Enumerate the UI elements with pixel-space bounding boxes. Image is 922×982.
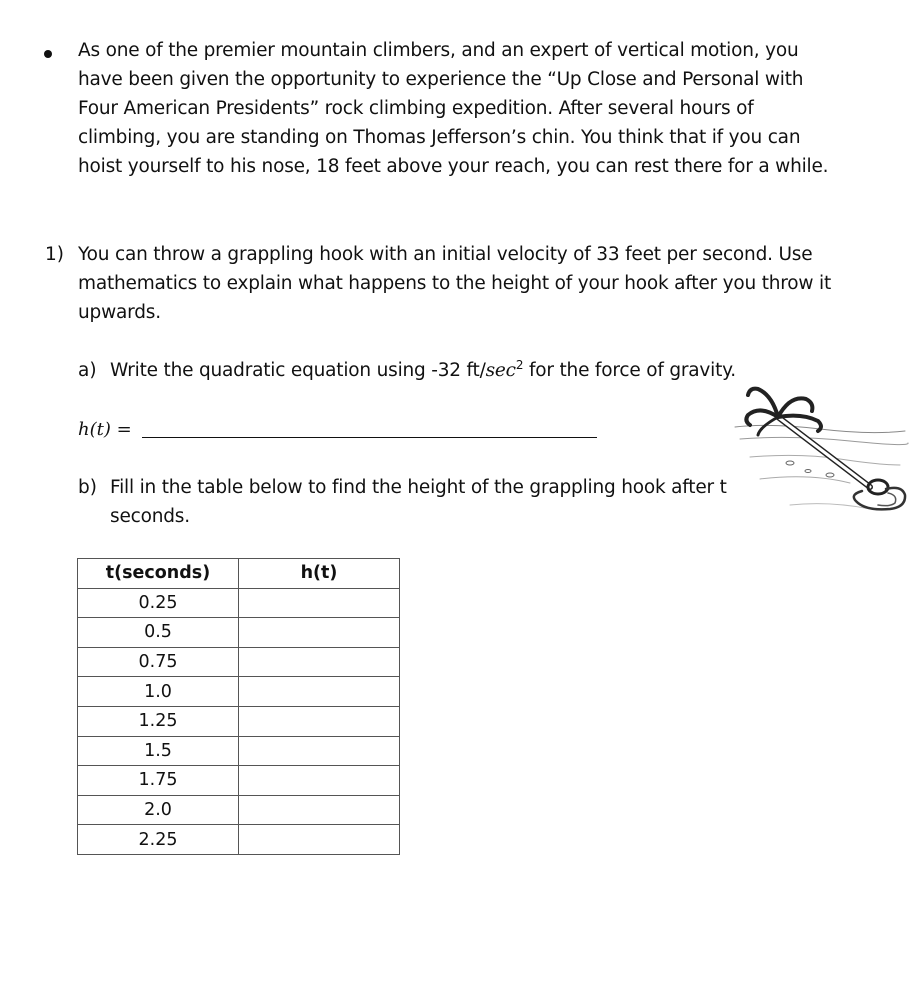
- t-value-cell: 0.5: [78, 618, 239, 648]
- intro-paragraph: As one of the premier mountain climbers, and an expert of vertical motion, you have been given the opportunity to experience the “Up Close and Personal with Four American Presidents” rock climbing expedition. After several hours of climbing, you are standing on Thomas Jefferson’s chin. You think that if you can hoist yourself to his nose, 18 feet above your reach, you can rest there for a while.: [78, 40, 829, 177]
- table-row: [78, 736, 400, 766]
- table-row: [78, 647, 400, 677]
- h-value-cell[interactable]: [239, 677, 400, 707]
- header-t-seconds: t(seconds): [78, 559, 239, 589]
- table-row: [78, 825, 400, 855]
- question-number: 1): [45, 244, 64, 265]
- table-header-row: [78, 559, 400, 589]
- t-value-cell: 1.0: [78, 677, 239, 707]
- part-a-label: a): [78, 360, 97, 381]
- table-row: [78, 766, 400, 796]
- part-a-text-after: for the force of gravity.: [523, 360, 736, 381]
- h-value-cell[interactable]: [239, 795, 400, 825]
- table-row: [78, 677, 400, 707]
- t-value-cell: 1.5: [78, 736, 239, 766]
- h-value-cell[interactable]: [239, 647, 400, 677]
- part-a-text-before: Write the quadratic equation using -32 ft/: [110, 360, 486, 381]
- sec-unit: sec: [485, 360, 516, 381]
- h-value-cell[interactable]: [239, 736, 400, 766]
- question-1-text: You can throw a grappling hook with an initial velocity of 33 feet per second. Use mathematics to explain what happens to the height of your hook after you throw it upwards.: [78, 244, 831, 323]
- bullet-icon: [44, 50, 52, 58]
- h-value-cell[interactable]: [239, 706, 400, 736]
- h-value-cell[interactable]: [239, 588, 400, 618]
- table-row: [78, 795, 400, 825]
- t-value-cell: 1.75: [78, 766, 239, 796]
- t-value-cell: 2.25: [78, 825, 239, 855]
- table-row: [78, 706, 400, 736]
- table-row: [78, 618, 400, 648]
- t-value-cell: 2.0: [78, 795, 239, 825]
- h-value-cell[interactable]: [239, 766, 400, 796]
- header-h-of-t: h(t): [239, 559, 400, 589]
- part-b-text: Fill in the table below to find the height of the grappling hook after t seconds.: [110, 477, 727, 527]
- part-a-text: [110, 356, 830, 385]
- t-value-cell: 0.75: [78, 647, 239, 677]
- part-b-label: b): [78, 477, 97, 498]
- t-value-cell: 0.25: [78, 588, 239, 618]
- h-value-cell[interactable]: [239, 825, 400, 855]
- answer-blank-line[interactable]: [142, 437, 597, 438]
- table-row: [78, 588, 400, 618]
- h-value-cell[interactable]: [239, 618, 400, 648]
- height-table: [77, 558, 400, 855]
- exponent: 2: [515, 357, 524, 372]
- answer-label: h(t) =: [78, 419, 132, 440]
- t-value-cell: 1.25: [78, 706, 239, 736]
- grappling-hook-icon: [730, 375, 910, 525]
